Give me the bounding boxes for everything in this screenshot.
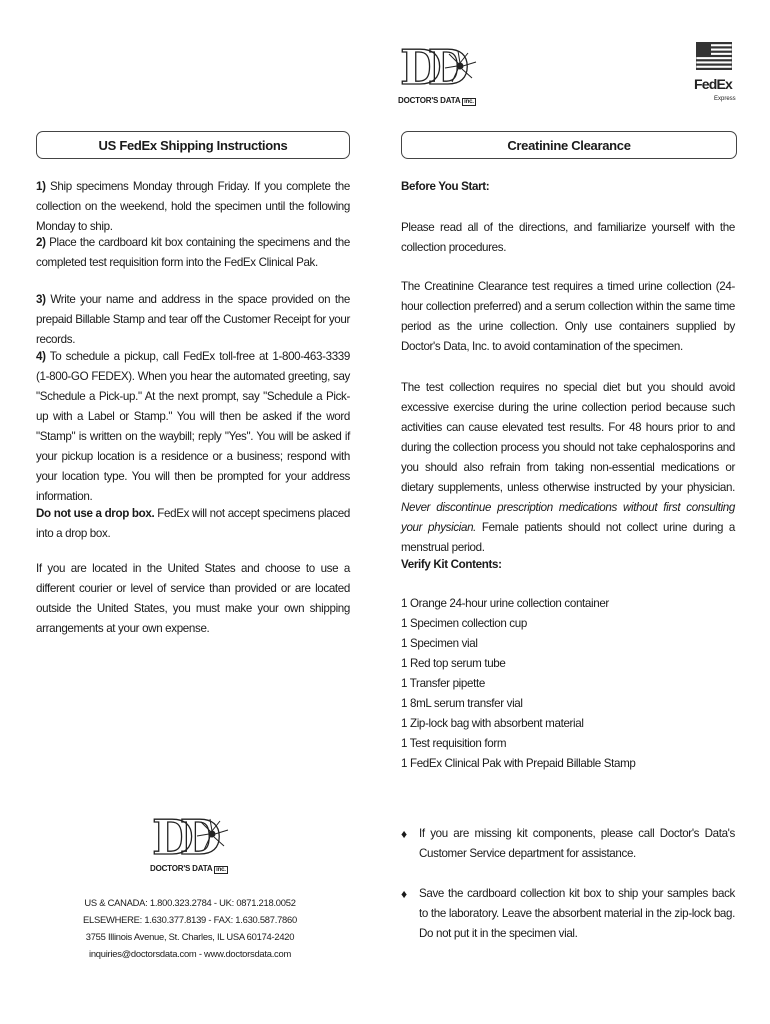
before-start-title: Before You Start: (401, 180, 490, 193)
flower-icon (442, 48, 478, 88)
bullet-text: If you are missing kit components, please call Doctor's Data's Customer Service department for assistance. (419, 827, 735, 860)
list-item: 1 Zip-lock bag with absorbent material (401, 717, 584, 730)
step-4-num: 4) (36, 350, 46, 363)
para-3 (401, 378, 735, 558)
logo-letters: DD (400, 40, 456, 96)
step-3 (36, 290, 350, 350)
kit-list (401, 594, 735, 774)
logo-name: DOCTOR'S DATA (398, 96, 461, 105)
step-4 (36, 347, 350, 507)
step-1 (36, 177, 350, 237)
list-item: 1 8mL serum transfer vial (401, 697, 523, 710)
list-item: 1 Specimen vial (401, 637, 478, 650)
bullet-missing (401, 824, 735, 864)
verify-title: Verify Kit Contents: (401, 558, 502, 571)
para-2: The Creatinine Clearance test requires a timed urine collection (24-hour collection preferred) and a serum collection within the same time period as the urine collection. Only use containers supplied by Doctor's Data, Inc. to avoid contamination of the specimen. (401, 280, 735, 353)
contact-phone-us: US & CANADA: 1.800.323.2784 - UK: 0871.218.0052 (84, 897, 296, 908)
list-item: 1 Orange 24-hour urine collection container (401, 597, 609, 610)
diamond-bullet-icon: ♦ (401, 887, 407, 901)
fedex-sub: Express (714, 96, 736, 102)
step-1-text: Ship specimens Monday through Friday. If you complete the collection on the weekend, hold the specimen until the following Monday to ship. (36, 180, 350, 233)
fedex-ex: Ex (716, 76, 733, 92)
para-3-b: Female patients should not collect urine during a menstrual period. (401, 521, 736, 554)
contact-block (80, 894, 300, 962)
flower-icon (194, 816, 230, 856)
diamond-bullet-icon: ♦ (401, 827, 407, 841)
step-3-num: 3) (36, 293, 46, 306)
contact-phone-elsewhere: ELSEWHERE: 1.630.377.8139 - FAX: 1.630.587.7860 (83, 914, 297, 925)
para-3-a: The test collection requires no special diet but you should avoid excessive exercise during the urine collection period because such activities can cause elevated test results. For 48 hours prior to and during the collection process you should not take cephalosporins and you should also refrain from taking non-essential medications or dietary supplements, unless otherwise instructed by your physician. (401, 381, 735, 494)
list-item: 1 FedEx Clinical Pak with Prepaid Billable Stamp (401, 757, 636, 770)
logo-suffix: inc. (464, 99, 474, 105)
para-3-italic: Never discontinue prescription medications without first consulting your physician. (401, 501, 735, 534)
doctors-data-logo-top (398, 42, 480, 114)
bullet-save-box (401, 884, 735, 944)
step-3-text: Write your name and address in the space provided on the prepaid Billable Stamp and tear off the Customer Receipt for your records. (36, 293, 350, 346)
doctors-data-logo-bottom (150, 812, 232, 880)
fedex-fed: Fed (694, 76, 717, 92)
logo-name-row (150, 864, 228, 873)
list-item: 1 Red top serum tube (401, 657, 506, 670)
dropbox-bold: Do not use a drop box. (36, 507, 155, 520)
right-heading: Creatinine Clearance (401, 131, 737, 159)
list-item: 1 Specimen collection cup (401, 617, 527, 630)
logo-name-row (398, 96, 476, 105)
step-2 (36, 233, 350, 273)
step-4-text: To schedule a pickup, call FedEx toll-free at 1-800-463-3339 (1-800-GO FEDEX). When you hear the automated greeting, say "Schedule a Pick-up." At the next prompt, say "Schedule a Pick-up with a Label or Stamp." You will then be asked if the word "Stamp" is written on the waybill; reply "Yes". You will be asked if your pickup location is a residence or a business; respond with your location type. You will then be prompted for your address information. (36, 350, 350, 503)
dropbox-note (36, 504, 350, 544)
fedex-logo (694, 42, 736, 112)
step-2-text: Place the cardboard kit box containing the specimens and the completed test requisition form into the FedEx Clinical Pak. (36, 236, 351, 269)
para-1: Please read all of the directions, and familiarize yourself with the collection procedures. (401, 221, 735, 254)
list-item: 1 Transfer pipette (401, 677, 485, 690)
logo-name: DOCTOR'S DATA (150, 864, 213, 873)
contact-web: inquiries@doctorsdata.com - www.doctorsdata.com (88, 948, 292, 959)
list-item: 1 Test requisition form (401, 737, 507, 750)
contact-address: 3755 Illinois Avenue, St. Charles, IL USA 60174-2420 (85, 931, 295, 942)
logo-suffix: inc. (216, 867, 226, 873)
us-flag-icon (696, 42, 732, 70)
left-heading: US FedEx Shipping Instructions (36, 131, 350, 159)
fedex-wordmark (694, 76, 732, 92)
step-2-num: 2) (36, 236, 46, 249)
step-1-num: 1) (36, 180, 46, 193)
logo-letters: DD (152, 810, 208, 866)
dropbox-text: FedEx will not accept specimens placed into a drop box. (36, 507, 350, 540)
outside-us-note: If you are located in the United States and choose to use a different courier or level of service than provided or are located outside the United States, you must make your own shipping arrangements at your own expense. (36, 562, 350, 635)
bullet-text: Save the cardboard collection kit box to ship your samples back to the laboratory. Leave the absorbent material in the zip-lock bag. Do not put it in the specimen vial. (419, 887, 735, 940)
